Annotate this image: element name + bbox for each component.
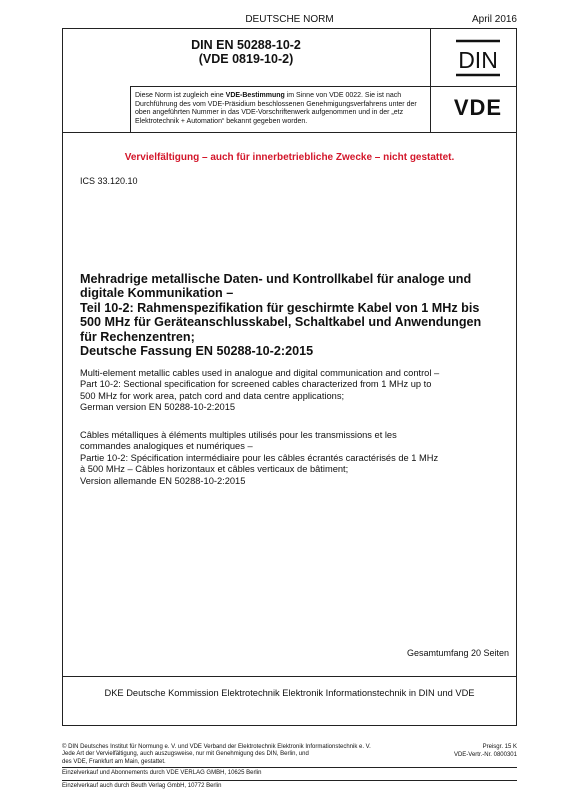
notice-text-2: im Sinne von VDE 0022. Sie ist nach Durchführung des vom VDE-Präsidium beschlossenen Genehmigungsverfahrens unter der oben angeführten Nummer in das VDE-Vorschriftenwerk aufgenommen und in der „etz Elektrotechnik + Automation“ bekannt gegeben worden.: [135, 92, 417, 125]
title-de-line: Deutsche Fassung EN 50288-10-2:2015: [80, 344, 314, 359]
copyright-line: Jede Art der Vervielfältigung, auch auszugsweise, nur mit Genehmigung des DIN, Berlin, und: [62, 751, 309, 758]
norm-label: DEUTSCHE NORM: [245, 14, 334, 25]
title-de-line: 500 MHz für Geräteanschlusskabel, Schaltkabel und Anwendungen: [80, 315, 482, 330]
title-fr-line: Partie 10-2: Spécification intermédiaire pour les câbles écrantés caractérisés de 1 MHz: [80, 452, 439, 463]
notice-bold: VDE-Bestimmung: [225, 92, 285, 99]
vde-number: (VDE 0819-10-2): [198, 52, 294, 66]
vde-logo-icon: [447, 96, 509, 118]
notice-left-divider: [130, 86, 131, 132]
title-de-line: für Rechenzentren;: [80, 329, 195, 344]
vde-contract-number: VDE-Vertr.-Nr. 0800301: [453, 751, 517, 758]
copyright-notice: [62, 744, 392, 766]
title-fr-line: commandes analogiques et numériques –: [80, 441, 253, 452]
dke-top-divider: [62, 676, 517, 677]
title-en-line: 500 MHz for work area, patch cord and data centre applications;: [80, 390, 345, 401]
header-divider: [130, 86, 517, 87]
document-number: [62, 38, 430, 66]
notice-text-1: Diese Norm ist zugleich eine: [135, 92, 226, 99]
din-logo-icon: [454, 38, 502, 78]
price-group: Preisgr. 15 K: [482, 744, 517, 750]
copyright-line: des VDE, Frankfurt am Main, gestattet.: [62, 758, 166, 765]
footer-divider: [62, 767, 517, 768]
title-de-line: Mehradrige metallische Daten- und Kontrollkabel für analoge und: [80, 272, 472, 286]
vde-logo-text: VDE: [453, 96, 503, 118]
title-en-line: Part 10-2: Sectional specification for screened cables characterized from 1 MHz up to: [80, 379, 432, 390]
dke-commission: DKE Deutsche Kommission Elektrotechnik Elektronik Informationstechnik in DIN und VDE: [104, 688, 475, 698]
ics-code: ICS 33.120.10: [80, 176, 138, 186]
title-en-line: Multi-element metallic cables used in analogue and digital communication and control –: [80, 368, 440, 378]
din-logo-text: DIN: [458, 47, 498, 73]
title-en-line: German version EN 50288-10-2:2015: [80, 402, 236, 413]
copyright-line: © DIN Deutsches Institut für Normung e. V. und VDE Verband der Elektrotechnik Elektronik Informationstechnik e. V.: [62, 744, 371, 750]
publication-date: April 2016: [471, 14, 517, 25]
title-de-line: Teil 10-2: Rahmenspezifikation für geschirmte Kabel von 1 MHz bis: [80, 300, 480, 315]
title-german: [80, 272, 510, 358]
title-fr-line: Câbles métalliques à éléments multiples utilisés pour les transmissions et les: [80, 430, 397, 440]
title-fr-line: Version allemande EN 50288-10-2:2015: [80, 475, 246, 486]
title-french: [80, 430, 510, 487]
total-pages: Gesamtumfang 20 Seiten: [406, 648, 509, 658]
vde-notice: [135, 92, 425, 126]
price-info: [417, 744, 517, 759]
logo-column-divider: [430, 28, 431, 132]
sales-beuth-verlag: Einzelverkauf auch durch Beuth Verlag GmbH, 10772 Berlin: [62, 783, 222, 789]
sales-vde-verlag: Einzelverkauf und Abonnements durch VDE VERLAG GMBH, 10625 Berlin: [62, 770, 262, 776]
footer-divider-2: [62, 780, 517, 781]
title-fr-line: à 500 MHz – Câbles horizontaux et câbles verticaux de bâtiment;: [80, 464, 349, 475]
header-bottom-divider: [62, 132, 517, 133]
din-number: DIN EN 50288-10-2: [191, 38, 301, 52]
title-english: [80, 368, 510, 414]
copy-warning: Vervielfältigung – auch für innerbetriebliche Zwecke – nicht gestattet.: [124, 152, 455, 163]
title-de-line: digitale Kommunikation –: [80, 286, 234, 301]
